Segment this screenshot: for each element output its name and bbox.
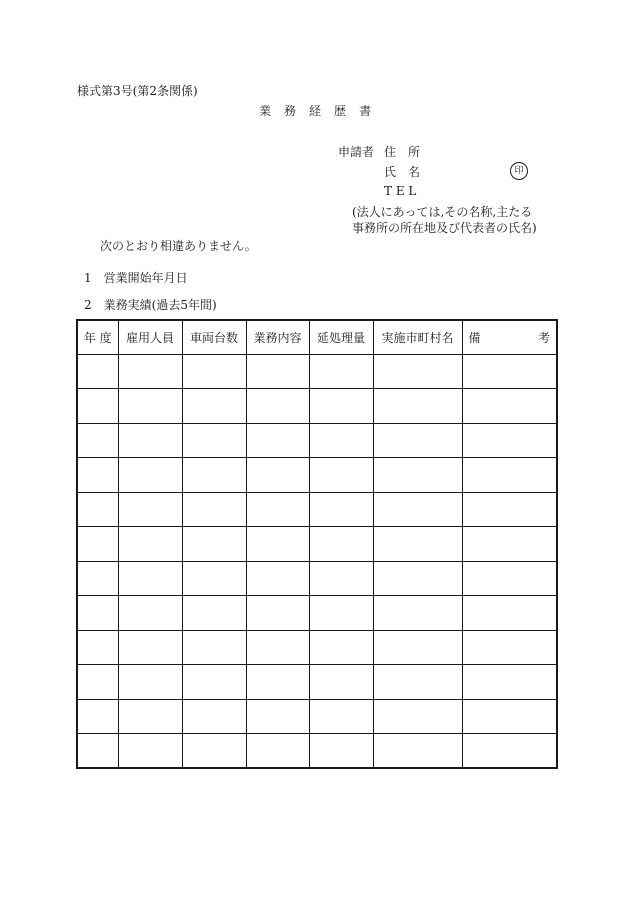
table-row (77, 665, 557, 700)
table-cell[interactable] (462, 630, 557, 665)
seal-mark: 印 (510, 162, 528, 180)
table-cell[interactable] (462, 492, 557, 527)
title-char: 経 (309, 104, 322, 118)
table-cell[interactable] (77, 423, 118, 458)
remarks-char-bi: 備 (468, 330, 481, 345)
table-cell[interactable] (118, 630, 182, 665)
table-cell[interactable] (373, 458, 462, 493)
table-cell[interactable] (373, 561, 462, 596)
table-cell[interactable] (246, 596, 309, 631)
table-cell[interactable] (118, 354, 182, 389)
table-cell[interactable] (246, 561, 309, 596)
table-cell[interactable] (246, 458, 309, 493)
column-header-remarks (462, 320, 557, 354)
section-business-results: 2 業務実績(過去5年間) (84, 298, 217, 312)
table-cell[interactable] (309, 665, 373, 700)
table-cell[interactable] (118, 665, 182, 700)
table-cell[interactable] (373, 423, 462, 458)
table-cell[interactable] (182, 630, 246, 665)
table-cell[interactable] (182, 458, 246, 493)
table-cell[interactable] (309, 458, 373, 493)
corporate-note-line2: 事務所の所在地及び代表者の氏名) (352, 221, 537, 235)
title-char: 歴 (334, 104, 347, 118)
table-row (77, 389, 557, 424)
table-cell[interactable] (309, 699, 373, 734)
table-cell[interactable] (373, 492, 462, 527)
table-cell[interactable] (118, 458, 182, 493)
table-cell[interactable] (246, 527, 309, 562)
table-cell[interactable] (77, 527, 118, 562)
table-cell[interactable] (118, 596, 182, 631)
table-cell[interactable] (118, 699, 182, 734)
table-cell[interactable] (309, 630, 373, 665)
table-row (77, 423, 557, 458)
table-cell[interactable] (462, 354, 557, 389)
column-header-employees: 雇用人員 (118, 320, 182, 354)
table-cell[interactable] (462, 665, 557, 700)
column-header-business-content: 業務内容 (246, 320, 309, 354)
corporate-note-line1: (法人にあっては,その名称,主たる (352, 205, 533, 219)
table-cell[interactable] (182, 596, 246, 631)
table-cell[interactable] (373, 596, 462, 631)
section-business-start-date: 1 営業開始年月日 (84, 271, 188, 285)
table-cell[interactable] (246, 423, 309, 458)
title-char: 書 (359, 104, 372, 118)
table-cell[interactable] (246, 630, 309, 665)
table-cell[interactable] (462, 389, 557, 424)
column-header-municipality: 実施市町村名 (373, 320, 462, 354)
table-cell[interactable] (77, 734, 118, 769)
applicant-label: 申請者 (338, 145, 375, 159)
table-cell[interactable] (462, 734, 557, 769)
table-cell[interactable] (118, 389, 182, 424)
table-row (77, 354, 557, 389)
table-cell[interactable] (182, 734, 246, 769)
table-cell[interactable] (462, 423, 557, 458)
table-cell[interactable] (182, 561, 246, 596)
title-char: 務 (284, 104, 297, 118)
statement-text: 次のとおり相違ありません。 (100, 239, 257, 253)
table-cell[interactable] (309, 354, 373, 389)
table-cell[interactable] (373, 389, 462, 424)
table-cell[interactable] (77, 492, 118, 527)
table-row (77, 699, 557, 734)
table-cell[interactable] (309, 734, 373, 769)
table-cell[interactable] (246, 492, 309, 527)
table-row (77, 492, 557, 527)
table-body (77, 354, 557, 768)
name-label: 氏 名 (384, 165, 421, 179)
business-history-table (76, 319, 558, 769)
address-label: 住 所 (384, 145, 421, 159)
table-cell[interactable] (118, 423, 182, 458)
table-cell[interactable] (118, 734, 182, 769)
table-cell[interactable] (77, 665, 118, 700)
table-cell[interactable] (309, 492, 373, 527)
table-cell[interactable] (462, 527, 557, 562)
table-cell[interactable] (77, 458, 118, 493)
table-cell[interactable] (373, 354, 462, 389)
table-row (77, 734, 557, 769)
table-row (77, 527, 557, 562)
column-header-total-volume: 延処理量 (309, 320, 373, 354)
table-cell[interactable] (373, 527, 462, 562)
table-cell[interactable] (77, 699, 118, 734)
remarks-char-ko: 考 (537, 330, 550, 345)
table-cell[interactable] (462, 699, 557, 734)
table-cell[interactable] (118, 492, 182, 527)
document-title (259, 104, 384, 118)
table-cell[interactable] (462, 458, 557, 493)
form-number: 様式第3号(第2条関係) (77, 84, 198, 98)
table-cell[interactable] (182, 492, 246, 527)
table-cell[interactable] (462, 561, 557, 596)
table-row (77, 458, 557, 493)
table-cell[interactable] (182, 354, 246, 389)
column-header-year: 年 度 (77, 320, 118, 354)
table-row (77, 596, 557, 631)
table-cell[interactable] (309, 596, 373, 631)
table-cell[interactable] (373, 734, 462, 769)
table-cell[interactable] (77, 389, 118, 424)
table-cell[interactable] (77, 630, 118, 665)
table-cell[interactable] (246, 389, 309, 424)
table-cell[interactable] (462, 596, 557, 631)
table-cell[interactable] (373, 630, 462, 665)
table-cell[interactable] (182, 665, 246, 700)
table-header-row (77, 320, 557, 354)
table-cell[interactable] (309, 423, 373, 458)
table-cell[interactable] (182, 423, 246, 458)
table-cell[interactable] (182, 527, 246, 562)
column-header-vehicles: 車両台数 (182, 320, 246, 354)
table-cell[interactable] (182, 389, 246, 424)
title-char: 業 (259, 104, 272, 118)
table-cell[interactable] (118, 527, 182, 562)
table-cell[interactable] (373, 665, 462, 700)
table-cell[interactable] (118, 561, 182, 596)
table-cell[interactable] (246, 734, 309, 769)
table-cell[interactable] (373, 699, 462, 734)
table-cell[interactable] (309, 389, 373, 424)
table-cell[interactable] (246, 665, 309, 700)
table-row (77, 561, 557, 596)
table-cell[interactable] (77, 354, 118, 389)
table-cell[interactable] (309, 561, 373, 596)
tel-label: T E L (384, 184, 417, 198)
table-cell[interactable] (77, 561, 118, 596)
table-cell[interactable] (309, 527, 373, 562)
table-cell[interactable] (246, 354, 309, 389)
table-cell[interactable] (77, 596, 118, 631)
table-cell[interactable] (182, 699, 246, 734)
table-cell[interactable] (246, 699, 309, 734)
table-row (77, 630, 557, 665)
